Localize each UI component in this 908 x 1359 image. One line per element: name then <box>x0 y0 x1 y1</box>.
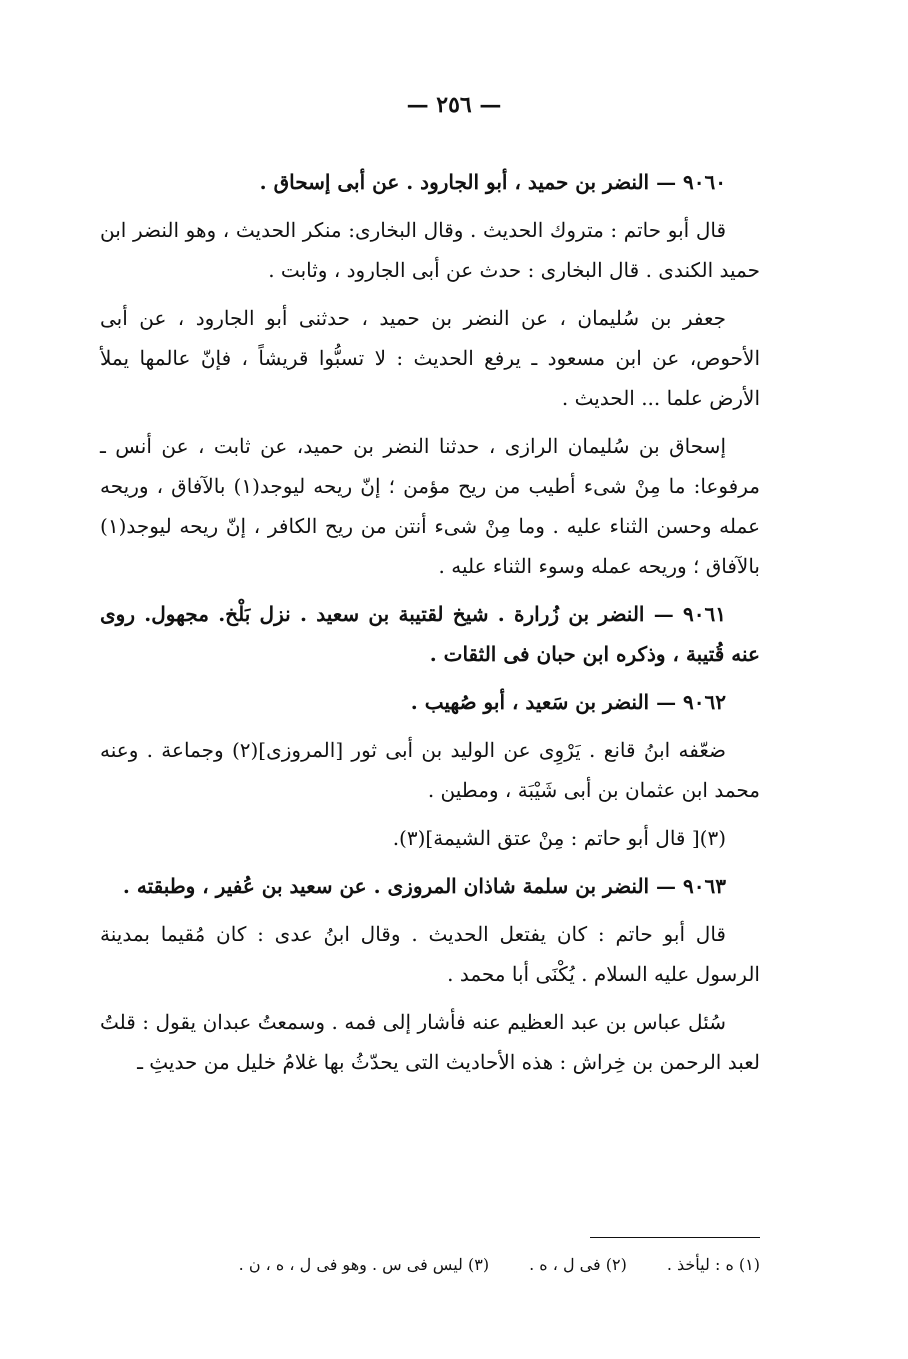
footnote-3: (٣) ليس فى س . وهو فى ل ، ه ، ن . <box>238 1255 490 1274</box>
paragraph: قال أبو حاتم : متروك الحديث . وقال البخارى: منكر الحديث ، وهو النضر ابن حميد الكندى . قال البخارى : حدث عن أبى الجارود ، وثابت . <box>100 218 760 282</box>
main-text <box>100 162 760 1090</box>
paragraph: قال أبو حاتم : كان يفتعل الحديث . وقال ابنُ عدى : كان مُقيما بمدينة الرسول عليه السلام . يُكْنَى أبا محمد . <box>100 922 760 986</box>
paragraph: إسحاق بن سُليمان الرازى ، حدثنا النضر بن حميد، عن ثابت ، عن أنس ـ مرفوعا: ما مِنْ شىء أطيب من ريح مؤمن ؛ إنّ ريحه ليوجد(١) بالآفاق ، وريحه عمله وحسن الثناء عليه . وما مِنْ شىء أنتن من ريح الكافر ، إنّ ريحه ليوجد(١) بالآفاق ؛ وريحه عمله وسوء الثناء عليه . <box>100 434 760 578</box>
paragraph: جعفر بن سُليمان ، عن النضر بن حميد ، حدثنى أبو الجارود ، عن أبى الأحوص، عن ابن مسعود ـ يرفع الحديث : لا تسبُّوا قريشاً ، فإنّ عالمها يملأ الأرض علما ... الحديث . <box>100 306 760 410</box>
entry-9062-heading: ٩٠٦٢ — النضر بن سَعيد ، أبو صُهيب . <box>410 690 726 714</box>
entry-9061-heading: ٩٠٦١ — النضر بن زُرارة . شيخ لقتيبة بن سعيد . نزل بَلْخ. مجهول. روى عنه قُتيبة ، وذكره ابن حبان فى الثقات . <box>100 602 760 666</box>
entry-9060-heading: ٩٠٦٠ — النضر بن حميد ، أبو الجارود . عن أبى إسحاق . <box>259 170 726 194</box>
paragraph: (٣)[ قال أبو حاتم : مِنْ عتق الشيمة](٣). <box>392 826 726 850</box>
footnote-1: (١) ه : ليأخذ . <box>666 1255 760 1274</box>
footnote-2: (٢) فى ل ، ه . <box>529 1255 627 1274</box>
footnotes <box>100 1255 760 1274</box>
entry-9063-heading: ٩٠٦٣ — النضر بن سلمة شاذان المروزى . عن سعيد بن عُفير ، وطبقته . <box>122 874 726 898</box>
page-number: — ٢٥٦ — <box>406 92 502 118</box>
paragraph: ضعّفه ابنُ قانع . يَرْوِى عن الوليد بن أبى ثور [المروزى](٢) وجماعة . وعنه محمد ابن عثمان بن أبى شَيْبَة ، ومطين . <box>100 738 760 802</box>
footnote-divider <box>590 1237 760 1238</box>
paragraph: سُئل عباس بن عبد العظيم عنه فأشار إلى فمه . وسمعتُ عبدان يقول : قلتُ لعبد الرحمن بن خِراش : هذه الأحاديث التى يحدّثُ بها غلامُ خليل من حديثِ ـ <box>100 1010 760 1074</box>
